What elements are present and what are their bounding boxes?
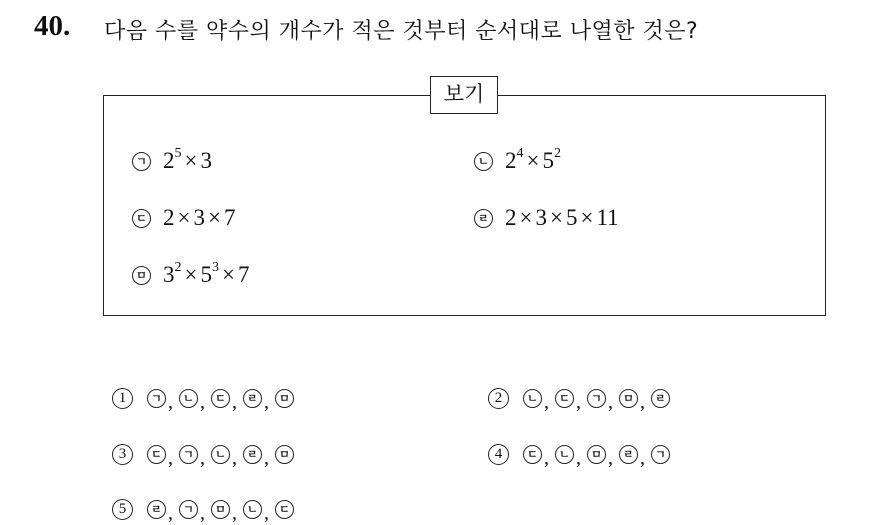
- item-marker: ㅁ: [132, 266, 151, 285]
- example-item: [132, 145, 212, 177]
- item-expression: $2^4 \times 5^2$: [505, 146, 561, 173]
- example-item: [132, 202, 235, 234]
- order-marker: ㅁ: [211, 500, 230, 519]
- choice-number: 1: [112, 388, 133, 409]
- order-marker: ㄹ: [619, 445, 638, 464]
- choice-number: 4: [488, 444, 509, 465]
- order-marker: ㄱ: [587, 389, 606, 408]
- order-marker: ㄱ: [651, 445, 670, 464]
- question-number: 40.: [34, 10, 71, 42]
- order-marker: ㄴ: [243, 500, 262, 519]
- item-expression: $2^5 \times 3$: [163, 146, 212, 173]
- choice-order: ㄷ , ㄴ , ㅁ , ㄹ , ㄱ: [523, 443, 670, 466]
- order-marker: ㄴ: [179, 389, 198, 408]
- order-marker: ㄷ: [523, 445, 542, 464]
- item-marker: ㄱ: [132, 152, 151, 171]
- order-marker: ㄱ: [147, 389, 166, 408]
- choice-number: 2: [488, 388, 509, 409]
- example-box-title: 보기: [430, 76, 498, 114]
- order-marker: ㅁ: [275, 389, 294, 408]
- order-marker: ㄹ: [243, 389, 262, 408]
- item-marker: ㄹ: [474, 209, 493, 228]
- order-marker: ㄴ: [555, 445, 574, 464]
- order-marker: ㄷ: [555, 389, 574, 408]
- choice-order: ㄷ , ㄱ , ㄴ , ㄹ , ㅁ: [147, 443, 294, 466]
- example-item: [132, 259, 249, 291]
- answer-choice-1[interactable]: [112, 383, 294, 413]
- choice-number: 3: [112, 444, 133, 465]
- order-marker: ㄹ: [147, 500, 166, 519]
- item-marker: ㄴ: [474, 152, 493, 171]
- answer-choice-5[interactable]: [112, 494, 294, 524]
- choice-number: 5: [112, 499, 133, 520]
- question-text: 다음 수를 약수의 개수가 적은 것부터 순서대로 나열한 것은?: [104, 19, 699, 44]
- choice-order: ㄹ , ㄱ , ㅁ , ㄴ , ㄷ: [147, 498, 294, 521]
- order-marker: ㄷ: [211, 389, 230, 408]
- order-marker: ㅁ: [619, 389, 638, 408]
- item-expression: 2 × 3 × 5 × 11: [505, 205, 619, 230]
- order-marker: ㄱ: [179, 445, 198, 464]
- item-marker: ㄷ: [132, 209, 151, 228]
- example-item: [474, 145, 561, 177]
- choice-order: ㄱ , ㄴ , ㄷ , ㄹ , ㅁ: [147, 387, 294, 410]
- example-item: [474, 202, 619, 234]
- order-marker: ㄱ: [179, 500, 198, 519]
- answer-choice-2[interactable]: [488, 383, 670, 413]
- item-expression: $3^2 \times 5^3 \times 7$: [163, 260, 250, 287]
- order-marker: ㄹ: [243, 445, 262, 464]
- order-marker: ㅁ: [587, 445, 606, 464]
- order-marker: ㄴ: [523, 389, 542, 408]
- choice-order: ㄴ , ㄷ , ㄱ , ㅁ , ㄹ: [523, 387, 670, 410]
- order-marker: ㄷ: [275, 500, 294, 519]
- order-marker: ㄴ: [211, 445, 230, 464]
- item-expression: 2 × 3 × 7: [163, 205, 236, 230]
- answer-choice-3[interactable]: [112, 439, 294, 469]
- order-marker: ㅁ: [275, 445, 294, 464]
- answer-choice-4[interactable]: [488, 439, 670, 469]
- order-marker: ㄹ: [651, 389, 670, 408]
- order-marker: ㄷ: [147, 445, 166, 464]
